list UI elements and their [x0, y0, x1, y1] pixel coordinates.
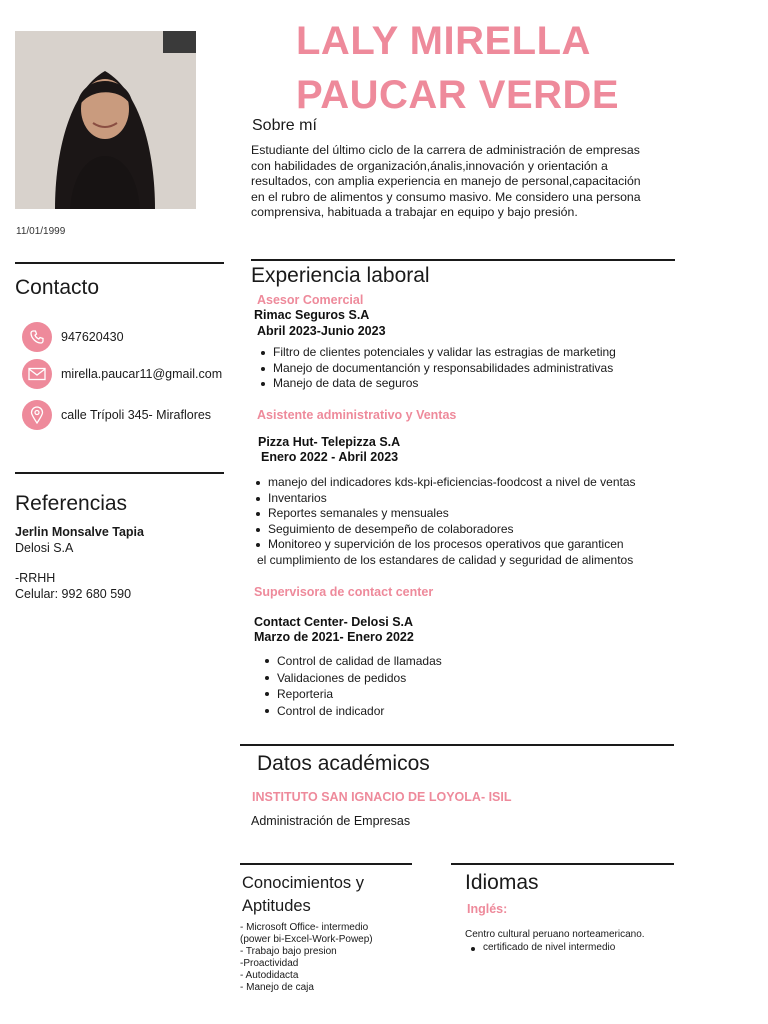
list-item: -Proactividad — [240, 958, 299, 969]
skills-divider — [240, 863, 412, 865]
language-certificates — [469, 941, 615, 954]
job-2-role: Asistente administrativo y Ventas — [257, 408, 457, 422]
skills-title-line-1: Conocimientos y — [242, 874, 364, 892]
education-divider — [240, 744, 674, 746]
languages-divider — [451, 863, 674, 865]
experience-divider — [251, 259, 675, 261]
list-item: Control de calidad de llamadas — [263, 653, 442, 670]
name-line-2: PAUCAR VERDE — [296, 73, 620, 117]
job-1-bullets — [259, 345, 616, 392]
reference-company: Delosi S.A — [15, 540, 74, 555]
list-item: Control de indicador — [263, 703, 442, 720]
list-item: Filtro de clientes potenciales y validar las estragias de marketing — [259, 345, 616, 361]
job-3-period: Marzo de 2021- Enero 2022 — [254, 630, 414, 644]
list-item: Manejo de data de seguros — [259, 376, 616, 392]
job-3-bullets — [263, 653, 442, 719]
phone-number: 947620430 — [61, 330, 124, 344]
mail-icon — [22, 359, 52, 389]
job-2-period: Enero 2022 - Abril 2023 — [261, 450, 399, 464]
language-school: Centro cultural peruano norteamericano. — [465, 929, 645, 940]
street-address: calle Trípoli 345- Miraflores — [61, 408, 212, 422]
skills-title — [242, 872, 364, 918]
about-text: Estudiante del último ciclo de la carrera de administración de empresas con habilidades de organización,ánalis,innovación y orientación a resultados, con amplia experiencia en manejo de personal,capacitación en el rubro de alimentos y consumo masivo. Me considero una persona comprensiva, habituada a trabajar en equipo y bajo presión. — [251, 143, 641, 219]
contact-divider — [15, 262, 224, 264]
birth-date: 11/01/1999 — [16, 226, 66, 237]
reference-phone: Celular: 992 680 590 — [15, 586, 132, 601]
email-address[interactable]: mirella.paucar11@gmail.com — [61, 367, 223, 381]
list-item: Validaciones de pedidos — [263, 670, 442, 687]
list-item: Inventarios — [254, 491, 636, 507]
contact-phone — [22, 322, 124, 352]
job-1-company: Rimac Seguros S.A — [254, 308, 370, 322]
education-institution: INSTITUTO SAN IGNACIO DE LOYOLA- ISIL — [252, 790, 512, 804]
about-title: Sobre mí — [252, 117, 317, 134]
experience-title: Experiencia laboral — [251, 264, 430, 287]
references-title: Referencias — [15, 492, 128, 515]
list-item: certificado de nivel intermedio — [469, 941, 615, 954]
phone-icon — [22, 322, 52, 352]
language-name: Inglés: — [467, 902, 508, 916]
list-item: Manejo de documentanción y responsabilidades administrativas — [259, 361, 616, 377]
job-2-company: Pizza Hut- Telepizza S.A — [258, 435, 401, 449]
name-line-1: LALY MIRELLA — [296, 19, 591, 63]
list-item: Monitoreo y supervición de los procesos operativos que garanticen — [254, 537, 636, 553]
contact-address — [22, 400, 211, 430]
languages-title: Idiomas — [465, 871, 539, 894]
contact-title: Contacto — [15, 276, 100, 299]
job-1-period: Abril 2023-Junio 2023 — [257, 324, 386, 338]
reference-name: Jerlin Monsalve Tapia — [15, 525, 144, 539]
list-item: - Microsoft Office- intermedio — [240, 922, 369, 933]
list-item: (power bi-Excel-Work-Powep) — [240, 934, 373, 945]
list-item: Reportes semanales y mensuales — [254, 506, 636, 522]
list-item: Seguimiento de desempeño de colaboradores — [254, 522, 636, 538]
list-item: - Autodidacta — [240, 970, 299, 981]
education-program: Administración de Empresas — [251, 814, 411, 828]
job-3-company: Contact Center- Delosi S.A — [254, 615, 414, 629]
list-item: - Manejo de caja — [240, 982, 314, 993]
job-2-continuation: el cumplimiento de los estandares de calidad y seguridad de alimentos — [257, 553, 634, 567]
references-divider — [15, 472, 224, 474]
candidate-name — [296, 14, 619, 122]
location-icon — [22, 400, 52, 430]
reference-block — [15, 525, 144, 602]
profile-photo — [15, 31, 196, 209]
contact-email — [22, 359, 222, 389]
list-item: - Trabajo bajo presion — [240, 946, 337, 957]
education-title: Datos académicos — [257, 752, 430, 775]
job-2-bullets — [254, 475, 636, 553]
list-item: Reporteria — [263, 686, 442, 703]
job-3-role: Supervisora de contact center — [254, 585, 434, 599]
skills-list — [240, 922, 373, 994]
skills-title-line-2: Aptitudes — [242, 897, 311, 915]
reference-area: -RRHH — [15, 571, 56, 585]
list-item: manejo del indicadores kds-kpi-eficiencias-foodcost a nivel de ventas — [254, 475, 636, 491]
job-1-role: Asesor Comercial — [257, 293, 364, 307]
